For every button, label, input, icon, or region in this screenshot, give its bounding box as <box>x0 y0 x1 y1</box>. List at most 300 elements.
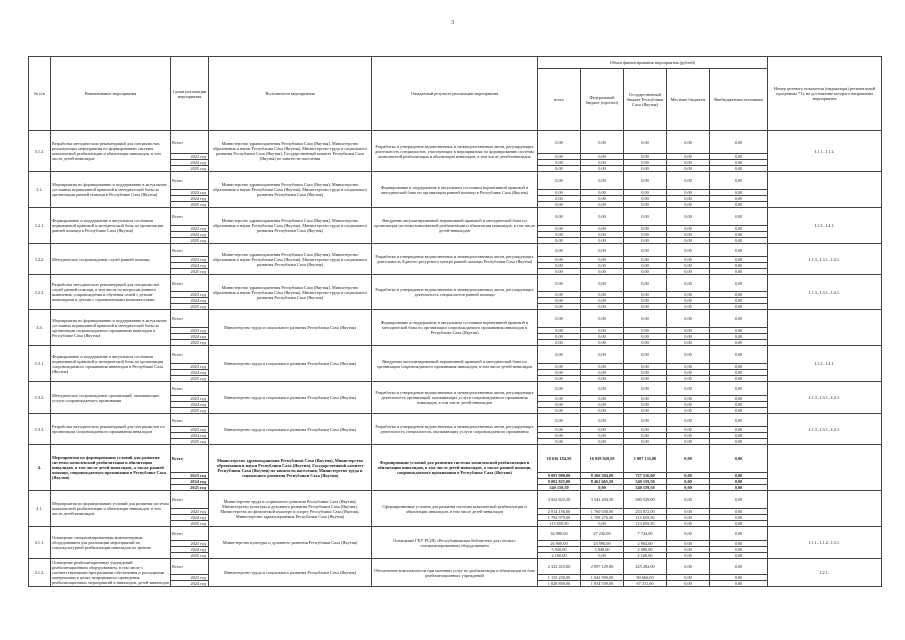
period-cell: 2024 год <box>171 298 209 304</box>
amount-cell: 90 660,00 <box>624 575 667 581</box>
amount-cell: 0,00 <box>581 292 624 298</box>
amount-cell: 0,00 <box>710 541 768 547</box>
amount-cell: 0,00 <box>538 154 581 160</box>
result-cell: Разработка и утверждение ведомственных и межведомственных актов, регулирующих деятельность специалистов ранней помощи <box>372 275 538 310</box>
amount-cell: 0,00 <box>538 427 581 433</box>
amount-cell: 1 028 850,00 <box>538 581 581 587</box>
activity-name: Формирование и поддержание в актуальном состоянии нормативной правовой и методической базы по организации сопровождаемого проживания инвалидов в Республике Саха (Якутия) <box>51 346 171 382</box>
amount-cell: 0,00 <box>581 304 624 310</box>
amount-cell: 0,00 <box>667 414 710 427</box>
amount-cell: 0,00 <box>581 340 624 346</box>
amount-cell: 0,00 <box>667 541 710 547</box>
amount-cell: 0,00 <box>581 131 624 154</box>
period-cell: 2024 год <box>171 479 209 485</box>
header-state: Государственный бюджет Республики Саха (Якутия) <box>624 69 667 131</box>
amount-cell: 113 659,50 <box>538 521 581 527</box>
amount-cell: 0,00 <box>538 396 581 402</box>
amount-cell: 0,00 <box>624 439 667 445</box>
activity-name: Оснащение реабилитационных учреждений реабилитационным оборудованием, в том числе с соответствующими программами обеспечения и расходными материалами в целях непрерывного проведения реабилитационных мероприятий в инвалидов, детей-инвалидов <box>52 560 169 585</box>
table-row <box>29 382 882 396</box>
amount-cell: 0,00 <box>710 310 768 328</box>
table-row <box>29 491 882 509</box>
amount-cell: 0,00 <box>581 521 624 527</box>
period-cell: 2025 год <box>171 553 209 559</box>
amount-cell: 0,00 <box>667 269 710 275</box>
period-cell: 2023 год <box>171 190 209 196</box>
amount-cell: 0,00 <box>667 238 710 244</box>
result-cell: Оснащение ГКУ РС(Я) «Республиканская библиотека для слепых» специализированным оборудованием <box>372 527 538 559</box>
indicator-cell: I.1.3., I.3.1., I.4.1. <box>768 244 882 275</box>
activity-name: Разработка методических рекомендаций для специалистов, реализующих мероприятия по формированию системы комплексной реабилитации и абилитации инвалидов, в том числе детей-инвалидов <box>51 131 171 172</box>
header-federal: Федеральный бюджет (прогноз) <box>581 69 624 131</box>
period-cell: 2024 год <box>171 515 209 521</box>
period-cell: 2024 год <box>171 433 209 439</box>
amount-cell: 0,00 <box>710 581 768 587</box>
indicator-cell <box>768 310 882 346</box>
amount-cell: 0,00 <box>710 547 768 553</box>
amount-cell: 0,00 <box>710 196 768 202</box>
row-number: 3.2. <box>29 172 51 208</box>
amount-cell: 0,00 <box>710 340 768 346</box>
amount-cell: 253 872,00 <box>624 509 667 515</box>
page-number: 3 <box>451 20 454 26</box>
amount-cell: 0,00 <box>538 382 581 396</box>
indicator-cell <box>768 491 882 527</box>
row-number: 3.3.2. <box>29 382 51 414</box>
amount-cell: 0,00 <box>624 414 667 427</box>
amount-cell: 5 920,00 <box>538 547 581 553</box>
amount-cell: 0,00 <box>667 292 710 298</box>
amount-cell: 0,00 <box>667 275 710 292</box>
amount-cell: 0,00 <box>624 154 667 160</box>
amount-cell: 540 159,50 <box>538 485 581 491</box>
header-indicator: Номер целевого показателя (индикатора) региональной программы *1), на достижение которого направлены мероприятия <box>768 57 882 131</box>
amount-cell: 0,00 <box>624 298 667 304</box>
amount-cell: 0,00 <box>624 269 667 275</box>
amount-cell: 0,00 <box>667 382 710 396</box>
amount-cell: 0,00 <box>624 328 667 334</box>
amount-cell: 0,00 <box>538 402 581 408</box>
amount-cell: 0,00 <box>624 408 667 414</box>
amount-cell: 0,00 <box>581 275 624 292</box>
result-cell: Внедрение актуализированной нормативной правовой и методической базы по организации системы комплексной реабилитации и абилитации инвалидов, в том числе детей-инвалидов <box>372 208 538 244</box>
activity-name: Оснащение специализированным компьютерным оборудованием для реализации мероприятий по социокультурной реабилитации инвалидов по зрению <box>51 527 171 559</box>
amount-cell: 0,00 <box>710 298 768 304</box>
table-row <box>29 346 882 364</box>
amount-cell: 0,00 <box>538 376 581 382</box>
amount-cell: 0,00 <box>624 202 667 208</box>
executor-cell: Министерство здравоохранения Республики Саха (Якутия), Министерство образования и науки Республики Саха (Якутия), Министерство труда и социального развития Республики Саха (Якутия) <box>209 244 372 275</box>
activity-name: Мероприятия по формированию и поддержанию в актуальном состоянии нормативной правовой и методической базы по организации сопровождаемого проживания инвалидов в Республике Саха (Якутия) <box>51 310 171 346</box>
activity-name: Методическое сопровождение организаций, оказывающих услуги сопровождаемого проживания <box>51 382 171 414</box>
amount-cell: 0,00 <box>538 160 581 166</box>
amount-cell: 0,00 <box>624 196 667 202</box>
amount-cell: 0,00 <box>710 244 768 257</box>
activity-name: Формирование и поддержание в актуальном состоянии нормативной правовой и методической базы по организации ранней помощи в Республике Саха (Якутия) <box>51 208 171 244</box>
amount-cell: 0,00 <box>667 340 710 346</box>
amount-cell: 0,00 <box>710 334 768 340</box>
amount-cell: 0,00 <box>667 575 710 581</box>
amount-cell: 0,00 <box>624 382 667 396</box>
period-cell: 2023 год <box>171 226 209 232</box>
amount-cell: 8 462 665,50 <box>581 479 624 485</box>
period-cell: Всего <box>171 382 209 396</box>
period-cell: 2025 год <box>171 166 209 172</box>
amount-cell: 540 159,50 <box>624 479 667 485</box>
amount-cell: 0,00 <box>581 202 624 208</box>
period-cell: 2024 год <box>171 547 209 553</box>
header-total: всего <box>538 69 581 131</box>
amount-cell: 3 922 823,50 <box>538 491 581 509</box>
amount-cell: 0,00 <box>624 376 667 382</box>
indicator-cell: I.1.3., I.3.1., I.4.1. <box>768 382 882 414</box>
amount-cell: 0,00 <box>581 298 624 304</box>
amount-cell: 0,00 <box>667 402 710 408</box>
amount-cell: 0,00 <box>538 196 581 202</box>
amount-cell: 0,00 <box>581 166 624 172</box>
amount-cell: 0,00 <box>667 521 710 527</box>
period-cell: 2024 год <box>171 581 209 587</box>
amount-cell: 0,00 <box>667 346 710 364</box>
period-cell: 2024 год <box>171 263 209 269</box>
period-cell: 2023 год <box>171 541 209 547</box>
amount-cell: 0,00 <box>538 364 581 370</box>
amount-cell: 0,00 <box>624 166 667 172</box>
amount-cell: 0,00 <box>581 196 624 202</box>
amount-cell: 0,00 <box>624 131 667 154</box>
amount-cell: 0,00 <box>581 346 624 364</box>
amount-cell: 0,00 <box>581 208 624 226</box>
table-row <box>29 445 882 473</box>
row-number: 3.2.3. <box>29 275 51 310</box>
amount-cell: 0,00 <box>538 408 581 414</box>
amount-cell: 0,00 <box>710 154 768 160</box>
period-cell: 2023 год <box>171 473 209 479</box>
amount-cell: 0,00 <box>581 232 624 238</box>
period-cell: 2025 год <box>171 521 209 527</box>
amount-cell: 0,00 <box>710 190 768 196</box>
period-cell: 2025 год <box>171 439 209 445</box>
header-result: Ожидаемый результат реализации мероприятия <box>372 57 538 131</box>
result-cell: Формирование и поддержание в актуальном состоянии нормативной правовой и методической базы по организации сопровождаемого проживания инвалидов в Республике Саха (Якутия) <box>372 310 538 346</box>
amount-cell: 0,00 <box>710 402 768 408</box>
amount-cell: 0,00 <box>581 244 624 257</box>
result-cell: Разработка и утверждение ведомственных и межведомственных актов, регулирующих деятельность организаций, оказывающих услуги сопровождаемого проживания инвалидов, в том числе детей-инвалидов <box>372 382 538 414</box>
amount-cell: 0,00 <box>581 382 624 396</box>
amount-cell: 0,00 <box>581 396 624 402</box>
amount-cell: 0,00 <box>581 402 624 408</box>
table-row <box>29 275 882 292</box>
amount-cell: 0,00 <box>581 376 624 382</box>
amount-cell: 0,00 <box>667 131 710 154</box>
header-local: Местные бюджеты <box>667 69 710 131</box>
amount-cell: 0,00 <box>667 559 710 575</box>
activity-name: Мероприятия по формированию и поддержанию в актуальном состоянии нормативной правовой и методической базы по организации ранней помощи в Республике Саха (Якутия) <box>51 172 171 208</box>
amount-cell: 0,00 <box>710 382 768 396</box>
period-cell: 2023 год <box>171 257 209 263</box>
amount-cell: 0,00 <box>581 439 624 445</box>
executor-cell: Министерство труда и социального развития Республики Саха (Якутия) <box>209 310 372 346</box>
amount-cell: 0,00 <box>538 131 581 154</box>
header-extra: Внебюджетные источники <box>710 69 768 131</box>
amount-cell: 0,00 <box>624 275 667 292</box>
period-cell: 2025 год <box>171 340 209 346</box>
period-cell: Всего <box>171 491 209 509</box>
amount-cell: 0,00 <box>710 226 768 232</box>
amount-cell: 9 002 825,00 <box>538 479 581 485</box>
amount-cell: 0,00 <box>538 263 581 269</box>
amount-cell: 0,00 <box>667 364 710 370</box>
period-cell: 2024 год <box>171 334 209 340</box>
amount-cell: 0,00 <box>710 172 768 190</box>
period-cell: Всего <box>171 131 209 154</box>
amount-cell: 0,00 <box>710 238 768 244</box>
activity-name: Методическое сопровождение служб ранней помощи <box>51 244 171 275</box>
amount-cell: 380 529,00 <box>624 491 667 509</box>
row-number: 3.2.1. <box>29 208 51 244</box>
amount-cell: 0,00 <box>667 298 710 304</box>
amount-cell: 0,00 <box>624 370 667 376</box>
amount-cell: 0,00 <box>710 304 768 310</box>
header-period: Сроки реализации мероприятия <box>171 57 209 131</box>
period-cell: 2024 год <box>171 160 209 166</box>
amount-cell: 0,00 <box>538 275 581 292</box>
amount-cell: 0,00 <box>667 263 710 269</box>
amount-cell: 0,00 <box>538 208 581 226</box>
amount-cell: 0,00 <box>624 160 667 166</box>
amount-cell: 225 282,00 <box>624 559 667 575</box>
executor-cell: Министерство здравоохранения Республики Саха (Якутия), Министерство образования и науки Республики Саха (Якутия), Министерство труда и социального развития Республики Саха (Якутия) <box>209 172 372 208</box>
amount-cell: 0,00 <box>538 238 581 244</box>
executor-cell: Министерство здравоохранения Республики Саха (Якутия), Министерство образования и науки Республики Саха (Якутия), Министерство труда и социального развития Республики Саха (Якутия), Государственный комитет Республики Саха (Якутия) по занятости населения <box>209 131 372 172</box>
executor-cell: Министерство здравоохранения Республики Саха (Якутия), Министерство образования и науки Республики Саха (Якутия), Министерство труда и социального развития Республики Саха (Якутия) <box>209 275 372 310</box>
row-number: 4. <box>29 445 51 491</box>
result-cell: Формирование условий для развития системы комплексной реабилитации и абилитации инвалидов, в том числе детей-инвалидов, а также ранней помощи, сопровождаемого проживания в Республике Саха (Якутия) <box>372 445 538 491</box>
amount-cell: 0,00 <box>667 581 710 587</box>
amount-cell: 0,00 <box>581 364 624 370</box>
amount-cell: 1 042 590,00 <box>581 575 624 581</box>
amount-cell: 0,00 <box>624 340 667 346</box>
amount-cell: 0,00 <box>667 160 710 166</box>
amount-cell: 0,00 <box>667 190 710 196</box>
result-cell: Формирование и поддержание в актуальном состоянии нормативной правовой и методической базы по организации ранней помощи в Республике Саха (Якутия) <box>372 172 538 208</box>
period-cell: 2023 год <box>171 292 209 298</box>
amount-cell: 0,00 <box>710 414 768 427</box>
amount-cell: 0,00 <box>581 172 624 190</box>
indicator-cell: I.1.3., I.3.1., I.4.1. <box>768 275 882 310</box>
amount-cell: 0,00 <box>667 491 710 509</box>
amount-cell: 0,00 <box>624 257 667 263</box>
amount-cell: 2 080,00 <box>624 547 667 553</box>
amount-cell: 0,00 <box>667 172 710 190</box>
result-cell: Разработка и утверждение ведомственных и межведомственных актов, регулирующих деятельность Единого ресурсного центра ранней помощи Республики Саха (Якутия) <box>372 244 538 275</box>
executor-cell: Министерство здравоохранения Республики Саха (Якутия), Министерство образования и науки Республики Саха (Якутия), Министерство труда и социального развития Республики Саха (Якутия) <box>209 208 372 244</box>
table-row <box>29 527 882 541</box>
amount-cell: 0,00 <box>667 479 710 485</box>
amount-cell: 0,00 <box>710 433 768 439</box>
amount-cell: 0,00 <box>624 427 667 433</box>
table-row <box>29 244 882 257</box>
period-cell: Всего <box>171 346 209 364</box>
amount-cell: 0,00 <box>581 370 624 376</box>
amount-cell: 67 311,00 <box>624 581 667 587</box>
amount-cell: 0,00 <box>667 553 710 559</box>
period-cell: 2023 год <box>171 427 209 433</box>
amount-cell: 0,00 <box>538 232 581 238</box>
amount-cell: 7 744,00 <box>624 527 667 541</box>
amount-cell: 0,00 <box>667 334 710 340</box>
amount-cell: 3 542 294,50 <box>581 491 624 509</box>
amount-cell: 1 794 979,00 <box>538 515 581 521</box>
amount-cell: 727 516,00 <box>624 473 667 479</box>
period-cell: Всего <box>171 414 209 427</box>
amount-cell: 0,00 <box>581 269 624 275</box>
amount-cell: 2 322 410,00 <box>538 559 581 575</box>
amount-cell: 0,00 <box>710 491 768 509</box>
amount-cell: 1 133 250,00 <box>538 575 581 581</box>
amount-cell: 0,00 <box>710 269 768 275</box>
period-cell: 2023 год <box>171 154 209 160</box>
amount-cell: 0,00 <box>667 515 710 521</box>
row-number: 3.2.2. <box>29 244 51 275</box>
amount-cell: 23 996,00 <box>581 541 624 547</box>
amount-cell: 0,00 <box>667 244 710 257</box>
period-cell: 2023 год <box>171 575 209 581</box>
amount-cell: 16 829 049,50 <box>581 445 624 473</box>
amount-cell: 0,00 <box>624 292 667 298</box>
amount-cell: 0,00 <box>710 527 768 541</box>
period-cell: Всего <box>171 275 209 292</box>
indicator-cell: I.2.1. <box>768 559 882 587</box>
period-cell: Всего <box>171 310 209 328</box>
amount-cell: 0,00 <box>710 553 768 559</box>
amount-cell: 0,00 <box>667 226 710 232</box>
amount-cell: 0,00 <box>667 304 710 310</box>
amount-cell: 2 014 156,00 <box>538 509 581 515</box>
amount-cell: 0,00 <box>710 575 768 581</box>
period-cell: 2023 год <box>171 328 209 334</box>
table-row <box>29 208 882 226</box>
amount-cell: 0,00 <box>710 202 768 208</box>
amount-cell: 0,00 <box>667 527 710 541</box>
executor-cell: Министерство труда и социального развития Республики Саха (Якутия) <box>209 414 372 445</box>
activities-table <box>28 56 882 587</box>
amount-cell: 0,00 <box>581 160 624 166</box>
amount-cell: 0,00 <box>624 263 667 269</box>
amount-cell: 0,00 <box>667 473 710 479</box>
amount-cell: 0,00 <box>624 334 667 340</box>
amount-cell: 0,00 <box>667 257 710 263</box>
period-cell: 2023 год <box>171 364 209 370</box>
amount-cell: 0,00 <box>667 509 710 515</box>
amount-cell: 0,00 <box>710 328 768 334</box>
amount-cell: 2 904,00 <box>624 541 667 547</box>
amount-cell: 3 840,00 <box>581 547 624 553</box>
amount-cell: 0,00 <box>581 154 624 160</box>
amount-cell: 0,00 <box>624 232 667 238</box>
header-name: Наименование мероприятия <box>51 57 171 131</box>
period-cell: Всего <box>171 559 209 575</box>
row-number: 3.3.1. <box>29 346 51 382</box>
amount-cell: 0,00 <box>538 257 581 263</box>
amount-cell: 0,00 <box>667 439 710 445</box>
period-cell: 2024 год <box>171 196 209 202</box>
amount-cell: 18 636 184,50 <box>538 445 581 473</box>
amount-cell: 0,00 <box>581 408 624 414</box>
amount-cell: 0,00 <box>581 485 624 491</box>
amount-cell: 0,00 <box>667 196 710 202</box>
table-row <box>29 559 882 575</box>
amount-cell: 0,00 <box>710 364 768 370</box>
period-cell: Всего <box>171 244 209 257</box>
amount-cell: 0,00 <box>581 190 624 196</box>
amount-cell: 0,00 <box>624 226 667 232</box>
amount-cell: 0,00 <box>538 328 581 334</box>
period-cell: 2025 год <box>171 304 209 310</box>
amount-cell: 0,00 <box>710 485 768 491</box>
amount-cell: 0,00 <box>710 376 768 382</box>
amount-cell: 0,00 <box>538 414 581 427</box>
header-num: № п/п <box>29 57 51 131</box>
header-funding-group: Объем финансирования мероприятия (рублей) <box>538 57 768 69</box>
amount-cell: 1 760 038,00 <box>581 509 624 515</box>
amount-cell: 0,00 <box>710 445 768 473</box>
amount-cell: 0,00 <box>710 370 768 376</box>
amount-cell: 0,00 <box>581 334 624 340</box>
executor-cell: Министерство труда и социального развития Республики Саха (Якутия) <box>209 559 372 587</box>
amount-cell: 0,00 <box>710 346 768 364</box>
table-row <box>29 131 882 154</box>
amount-cell: 0,00 <box>581 238 624 244</box>
amount-cell: 9 093 900,00 <box>538 473 581 479</box>
amount-cell: 0,00 <box>624 208 667 226</box>
amount-cell: 0,00 <box>710 515 768 521</box>
result-cell: Разработка и утверждение ведомственных и межведомственных актов, регулирующих деятельность специалистов, участвующих в мероприятиях по формированию системы комплексной реабилитации и абилитации инвалидов, в том числе детей-инвалидов <box>372 131 538 172</box>
amount-cell: 0,00 <box>581 328 624 334</box>
period-cell: 2024 год <box>171 232 209 238</box>
amount-cell: 0,00 <box>667 408 710 414</box>
activity-name: Мероприятия по формированию условий для развития системы комплексной реабилитации и абилитации инвалидов, в том числе детей-инвалидов, а также ранней помощи, сопровождаемого проживания в Республике Саха (Якутия) <box>51 445 171 491</box>
period-cell: Всего <box>171 208 209 226</box>
amount-cell: 0,00 <box>624 346 667 364</box>
result-cell: Обеспечение комплексности при оказании услуг по реабилитации и абилитации на базе реабилитационных учреждений <box>372 559 538 587</box>
amount-cell: 0,00 <box>710 208 768 226</box>
amount-cell: 0,00 <box>581 257 624 263</box>
amount-cell: 0,00 <box>667 232 710 238</box>
amount-cell: 0,00 <box>667 445 710 473</box>
amount-cell: 0,00 <box>710 408 768 414</box>
amount-cell: 0,00 <box>538 269 581 275</box>
amount-cell: 0,00 <box>624 310 667 328</box>
amount-cell: 0,00 <box>538 166 581 172</box>
amount-cell: 0,00 <box>538 346 581 364</box>
amount-cell: 2 160,00 <box>538 553 581 559</box>
amount-cell: 0,00 <box>581 553 624 559</box>
amount-cell: 26 900,00 <box>538 541 581 547</box>
amount-cell: 0,00 <box>538 172 581 190</box>
amount-cell: 0,00 <box>581 414 624 427</box>
table-row <box>29 414 882 427</box>
amount-cell: 0,00 <box>624 396 667 402</box>
row-number: 4.1.2. <box>29 559 51 587</box>
result-cell: Разработка и утверждение ведомственных и межведомственных актов, регулирующих деятельность специалистов, оказывающих услуги сопровождаемого проживания <box>372 414 538 445</box>
amount-cell: 0,00 <box>538 190 581 196</box>
amount-cell: 0,00 <box>667 328 710 334</box>
period-cell: 2023 год <box>171 396 209 402</box>
period-cell: Всего <box>171 172 209 190</box>
amount-cell: 0,00 <box>538 439 581 445</box>
indicator-cell <box>768 172 882 208</box>
